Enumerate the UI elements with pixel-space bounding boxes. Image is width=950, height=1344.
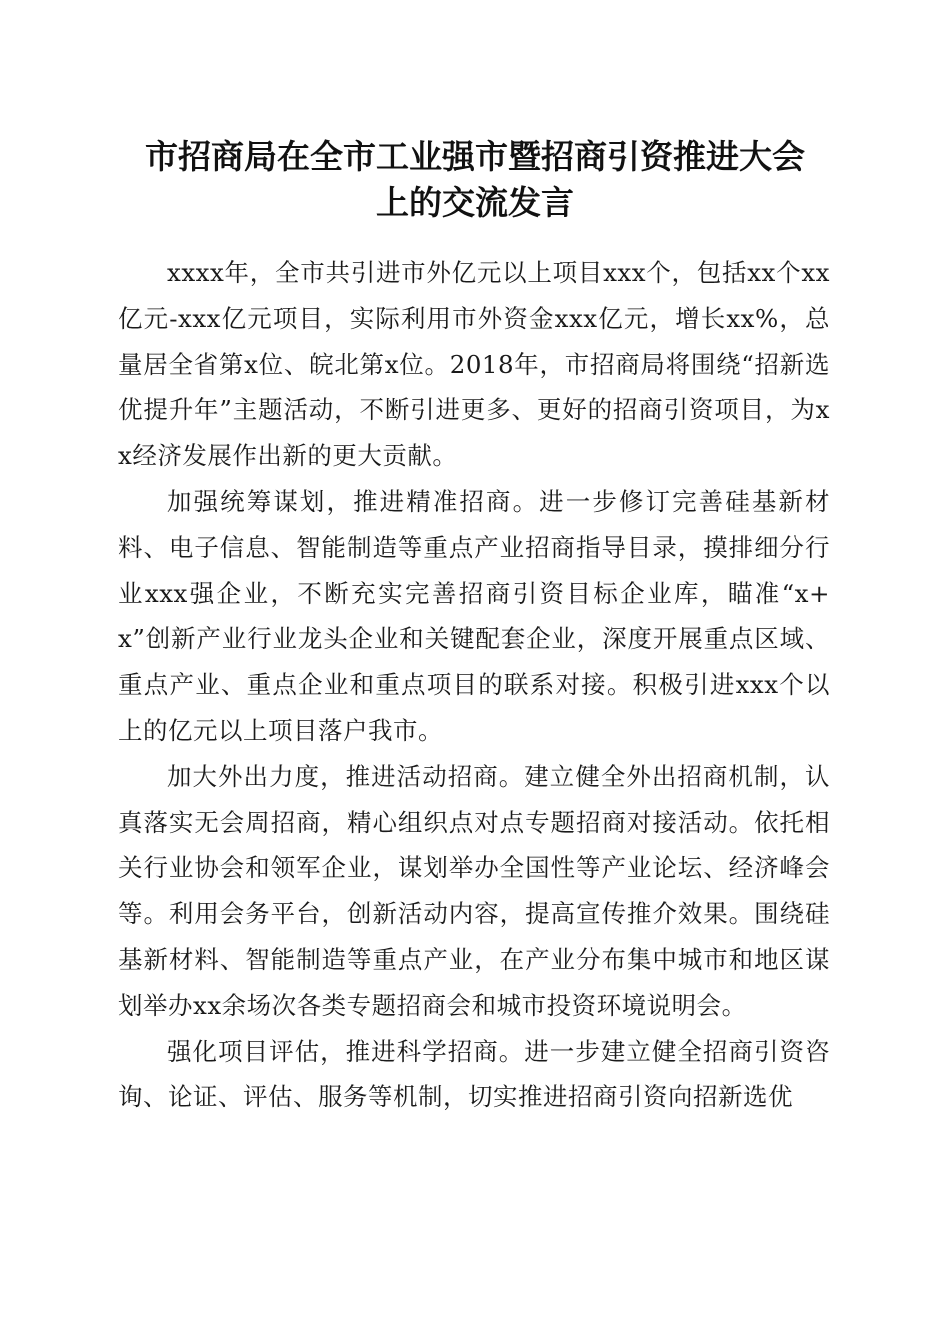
title-line-2: 上的交流发言: [376, 183, 574, 222]
title-line-1: 市招商局在全市工业强市暨招商引资推进大会: [145, 137, 805, 176]
document-title: [110, 134, 840, 226]
paragraph-1: xxxx年，全市共引进市外亿元以上项目xxx个，包括xx个xx亿元-xxx亿元项目，实际利用市外资金xxx亿元，增长xx%，总量居全省第x位、皖北第x位。2018年，市招商局将围绕“招新选优提升年”主题活动，不断引进更多、更好的招商引资项目，为xx经济发展作出新的更大贡献。: [118, 258, 830, 471]
paragraph-2: 加强统筹谋划，推进精准招商。进一步修订完善硅基新材料、电子信息、智能制造等重点产业招商指导目录，摸排细分行业xxx强企业，不断充实完善招商引资目标企业库，瞄准“x+x”创新产业行业龙头企业和关键配套企业，深度开展重点区域、重点产业、重点企业和重点项目的联系对接。积极引进xxx个以上的亿元以上项目落户我市。: [118, 486, 830, 745]
document-body: [118, 250, 830, 1120]
paragraph-4: 强化项目评估，推进科学招商。进一步建立健全招商引资咨询、论证、评估、服务等机制，切实推进招商引资向招新选优: [118, 1036, 830, 1112]
paragraph-3: 加大外出力度，推进活动招商。建立健全外出招商机制，认真落实无会周招商，精心组织点对点专题招商对接活动。依托相关行业协会和领军企业，谋划举办全国性等产业论坛、经济峰会等。利用会务平台，创新活动内容，提高宣传推介效果。围绕硅基新材料、智能制造等重点产业，在产业分布集中城市和地区谋划举办xx余场次各类专题招商会和城市投资环境说明会。: [118, 761, 830, 1020]
